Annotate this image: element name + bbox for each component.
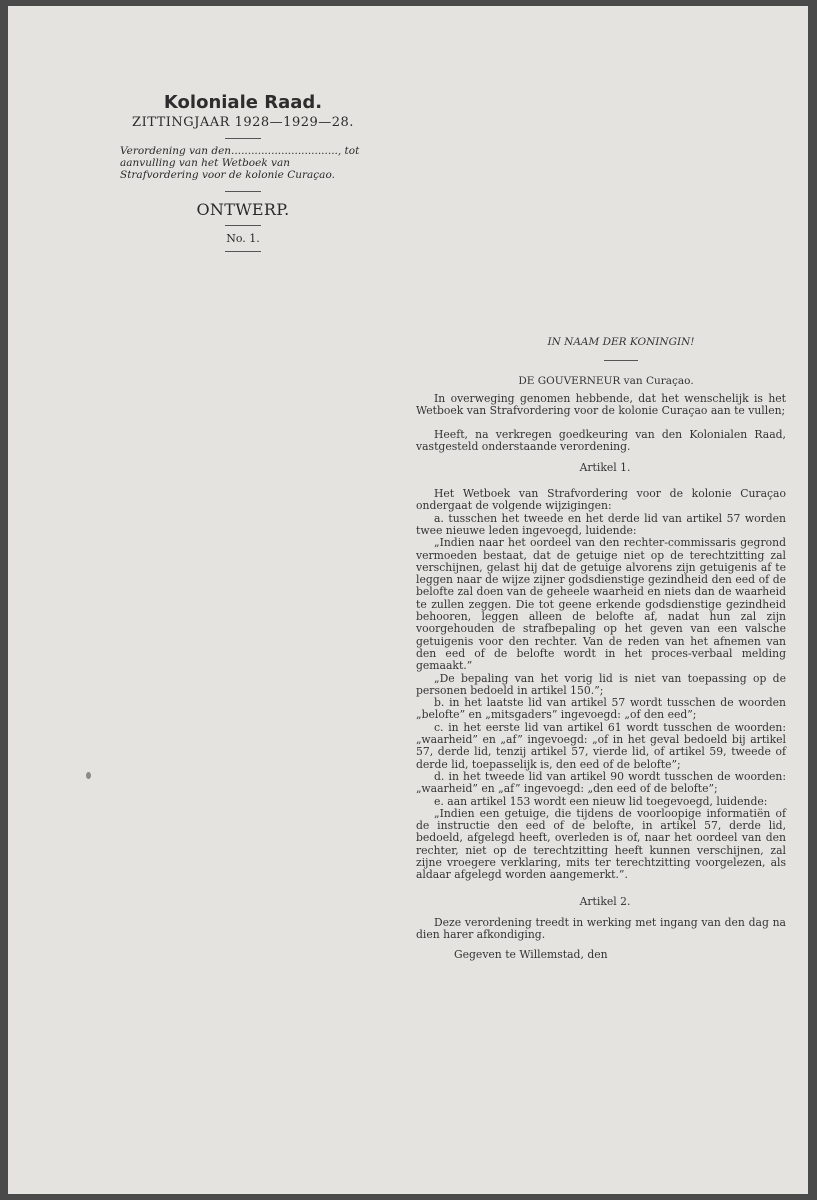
- article-paragraph: b. in het laatste lid van artikel 57 wordt tusschen de woorden „belofte” en „mitsgaders” ingevoegd: „of den eed”;: [416, 696, 786, 722]
- considering-paragraph: In overweging genomen hebbende, dat het wenschelijk is het Wetboek van Strafvordering voor de kolonie Curaçao aan te vullen;: [416, 391, 786, 417]
- article-paragraph: Het Wetboek van Strafvordering voor de kolonie Curaçao ondergaat de volgende wijzigingen:: [416, 487, 786, 513]
- document-header: [118, 92, 368, 258]
- divider: [604, 360, 638, 361]
- divider: [225, 251, 261, 252]
- session-year: ZITTINGJAAR 1928—1929—28.: [132, 115, 354, 130]
- article-paragraph: „De bepaling van het vorig lid is niet van toepassing op de personen bedoeld in artikel 150.”;: [416, 671, 786, 697]
- article-1-heading: Artikel 1.: [579, 460, 631, 474]
- article-paragraph: e. aan artikel 153 wordt een nieuw lid toegevoegd, luidende:: [434, 794, 768, 808]
- article-2-text: Deze verordening treedt in werking met ingang van den dag na dien harer afkondiging.: [416, 915, 786, 942]
- article-paragraph: a. tusschen het tweede en het derde lid van artikel 57 worden twee nieuwe leden ingevoegd, luidende:: [416, 511, 786, 537]
- draft-label: ONTWERP.: [196, 200, 290, 219]
- article-paragraph: c. in het eerste lid van artikel 61 wordt tusschen de woorden: „waarheid” en „af” ingevoegd: „of in het geval bedoeld bij artikel 57, derde lid, tenzij artikel 57, vierde lid, of artikel 59, tweede of derde lid, toepasselijk is, den eed of de belofte”;: [416, 720, 786, 771]
- article-2-heading: Artikel 2.: [579, 894, 631, 908]
- divider: [225, 138, 261, 139]
- ordinance-body: [416, 336, 786, 962]
- article-paragraph: „Indien een getuige, die tijdens de voorloopige informatiën of de instructie den eed of de belofte, in artikel 57, derde lid, bedoeld, afgelegd heeft, overleden is of, naar het oordeel van den rechter, niet op de terechtzitting heeft kunnen verschijnen, zal zijne vroegere verklaring, mits ter terechtzitting voorgelezen, als aldaar afgelegd worden aangemerkt.”.: [416, 806, 786, 882]
- scanned-document: [8, 6, 808, 1194]
- signing-line: Gegeven te Willemstad, den: [454, 948, 608, 962]
- article-paragraph: „Indien naar het oordeel van den rechter-commissaris gegrond vermoeden bestaat, dat de getuige niet op de terechtzitting zal verschijnen, gelast hij dat de getuige alvorens zijn getuigenis af te leggen naar de wijze zijner godsdienstige gezindheid den eed of de belofte zal doen van de geheele waarheid en niets dan de waarheid te zullen zeggen. Die tot geene erkende godsdienstige gezindheid behooren, leggen alleen de belofte af, nadat hun zal zijn voorgehouden de strafbepaling op het geven van een valsche getuigenis voor den rechter. Van de reden van het afnemen van den eed of de belofte wordt in het proces-verbaal melding gemaakt.”: [416, 536, 786, 673]
- enacted-paragraph: Heeft, na verkregen goedkeuring van den Kolonialen Raad, vastgesteld onderstaande verordening.: [416, 428, 786, 454]
- document-page: [8, 6, 808, 1194]
- divider: [225, 191, 261, 192]
- article-paragraph: d. in het tweede lid van artikel 90 wordt tusschen de woorden: „waarheid” en „af” ingevoegd: „den eed of de belofte”;: [416, 769, 786, 796]
- council-title: Koloniale Raad.: [163, 92, 323, 113]
- draft-number: No. 1.: [226, 232, 260, 245]
- paper-speck: [86, 772, 91, 779]
- ordinance-description: Verordening van den................................, tot aanvulling van het Wetboek van Strafvordering voor de kolonie Curaçao.: [120, 145, 360, 181]
- invocation: IN NAAM DER KONINGIN!: [547, 336, 695, 348]
- governor-line: DE GOUVERNEUR van Curaçao.: [518, 375, 694, 388]
- divider: [225, 225, 261, 226]
